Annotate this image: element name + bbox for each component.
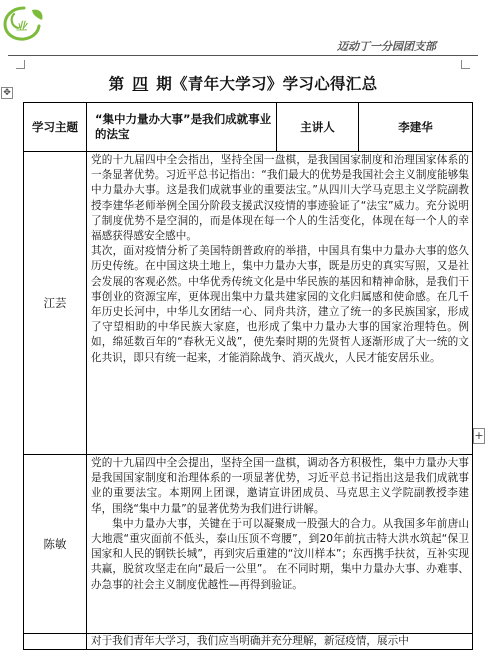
content-paragraph: 党的十九届四中全会提出，坚持全国一盘棋，调动各方积极性，集中力量办大事是我国国家制度和治理体系的一项显著优势，习近平总书记指出这是我们成就事业的重要法宝。本期网上团课，邀请宣讲团成员、马克思主义学院副教授李建华，围绕“集中力量”的显著优势为我们进行讲解。 xyxy=(91,457,469,515)
org-name: 迈动丁一分园团支部 xyxy=(337,40,436,53)
topic-value: “集中力量办大事”是我们成就事业的法宝 xyxy=(87,103,277,152)
row-name: 陈敏 xyxy=(24,455,87,634)
leaf-swirl-logo-icon xyxy=(2,4,46,42)
row-content[interactable] xyxy=(87,152,473,455)
page-title xyxy=(0,72,486,94)
table-move-handle-icon[interactable]: ✥ xyxy=(1,87,13,99)
title-issue-number: 四 xyxy=(132,74,149,93)
speaker-label: 主讲人 xyxy=(277,103,359,152)
svg-text:业: 业 xyxy=(16,20,27,33)
add-row-plus-icon[interactable]: + xyxy=(474,429,484,442)
topic-label: 学习主题 xyxy=(24,103,87,152)
speaker-value: 李建华 xyxy=(359,103,473,152)
row-name xyxy=(24,634,87,650)
crop-mark-top-left xyxy=(16,60,25,69)
content-paragraph: 其次，面对疫情分析了美国特朗普政府的举措，中国具有集中力量办大事的悠久历史传统。在中国这块土地上，集中力量办大事，既是历史的真实写照，又是社会发展的客观必然。中华优秀传统文化是中华民族的基因和精神命脉，是我们干事创业的资源宝库，更体现出集中力量共建家园的文化归属感和使命感。在几千年历史长河中，中华儿女团结一心、同舟共济，建立了统一的多民族国家，形成了守望相助的中华民族大家庭，也形成了集中力量办大事的国家治理特色。例如，绵延数百年的“春秋无义战”，使先秦时期的先贤哲人逐渐形成了大一统的文化共识，即只有统一起来，才能消除战争、消灭战火，人民才能安居乐业。 xyxy=(91,245,469,364)
header-divider xyxy=(8,55,478,56)
table-row xyxy=(24,455,473,634)
title-suffix: 期《青年大学习》学习心得汇总 xyxy=(156,74,378,93)
summary-table xyxy=(23,102,473,650)
partial-text: 对于我们青年大学习，我们应当明确并充分理解，新冠疫情，展示中 xyxy=(91,635,409,647)
row-content[interactable] xyxy=(87,455,473,634)
content-paragraph: 集中力量办大事，关键在于可以凝聚成一股强大的合力。从我国多年前唐山大地震“重灾面前不低头，泰山压顶不弯腰”，到20年前抗击特大洪水筑起“保卫国家和人民的钢铁长城”，再到灾后重建的“汶川样本”；东西携手扶贫，互补实现共赢，脱贫攻坚走在向“最后一公里”。 在不同时期，集中力量办大事、办难事、办急事的社会主义制度优越性—再得到验证。 xyxy=(91,517,469,591)
title-prefix: 第 xyxy=(108,74,125,93)
row-name: 江芸 xyxy=(24,152,87,455)
table-row xyxy=(24,152,473,455)
table-row-partial xyxy=(24,634,473,650)
row-content[interactable] xyxy=(87,634,473,650)
content-paragraph: 党的十九届四中全会指出，坚持全国一盘棋，是我国国家制度和治理国家体系的一条显著优势。习近平总书记指出：“我们最大的优势是我国社会主义制度能够集中力量办大事。这是我们成就事业的重要法宝。”从四川大学马克思主义学院副教授李建华老师举例全国分阶段支援武汉疫情的事迹验证了“法宝”威力。充分说明了制度优势不是空洞的，而是体现在每一个人的生活变化，体现在每一个人的幸福感获得感安全感中。 xyxy=(91,154,469,243)
table-header-row xyxy=(24,103,473,152)
crop-mark-top-right xyxy=(461,60,470,69)
